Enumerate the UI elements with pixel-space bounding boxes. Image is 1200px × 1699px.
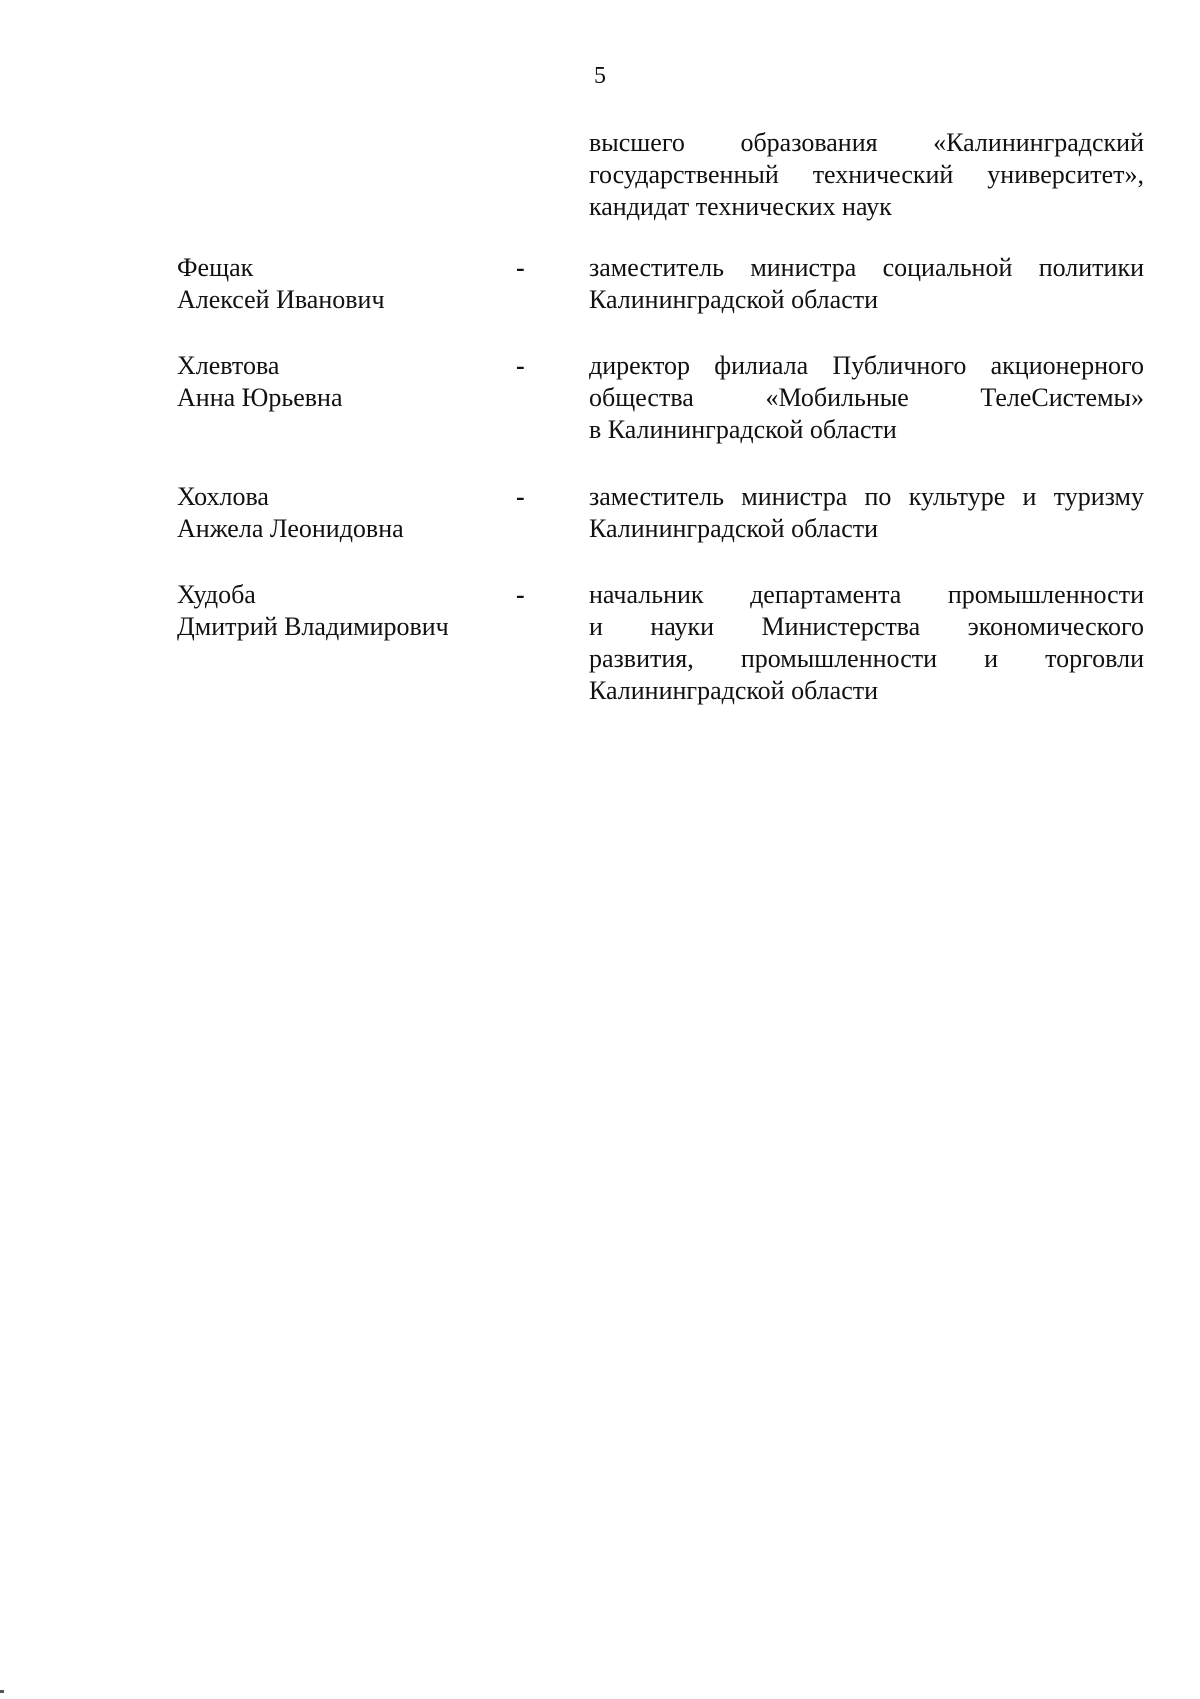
separator-dash: - [516, 253, 525, 282]
member-name [177, 252, 517, 316]
description-line: Калининградской области [589, 514, 879, 543]
member-surname: Хлевтова [177, 351, 280, 380]
description-line: в Калининградской области [589, 415, 897, 444]
description-line: высшего образования «Калининградский [589, 128, 1144, 157]
description-line: развития, промышленности и торговли [589, 644, 1144, 673]
continuation-description [589, 127, 1144, 223]
description-line: Калининградской области [589, 285, 879, 314]
description-line: заместитель министра социальной политики [589, 253, 1144, 282]
page-number: 5 [594, 63, 606, 89]
description-line: директор филиала Публичного акционерного [589, 351, 1144, 380]
description-line: и науки Министерства экономического [589, 612, 1144, 641]
description-line: заместитель министра по культуре и туризму [589, 482, 1144, 511]
separator-dash: - [516, 580, 525, 609]
member-given-names: Алексей Иванович [177, 285, 385, 314]
member-name [177, 579, 517, 643]
member-position [589, 252, 1144, 316]
member-position [589, 350, 1144, 446]
separator-dash: - [516, 482, 525, 511]
description-line: общества «Мобильные ТелеСистемы» [589, 383, 1144, 412]
member-given-names: Анна Юрьевна [177, 383, 343, 412]
description-line: государственный технический университет», [589, 160, 1144, 189]
scan-edge-mark [0, 1690, 4, 1693]
member-surname: Худоба [177, 580, 256, 609]
member-given-names: Анжела Леонидовна [177, 514, 404, 543]
separator-dash: - [516, 351, 525, 380]
member-surname: Хохлова [177, 482, 269, 511]
member-name [177, 481, 517, 545]
description-line: начальник департамента промышленности [589, 580, 1144, 609]
member-surname: Фещак [177, 253, 254, 282]
description-line: кандидат технических наук [589, 192, 892, 221]
description-line: Калининградской области [589, 676, 879, 705]
member-given-names: Дмитрий Владимирович [177, 612, 449, 641]
member-position [589, 481, 1144, 545]
member-position [589, 579, 1144, 707]
member-name [177, 350, 517, 414]
